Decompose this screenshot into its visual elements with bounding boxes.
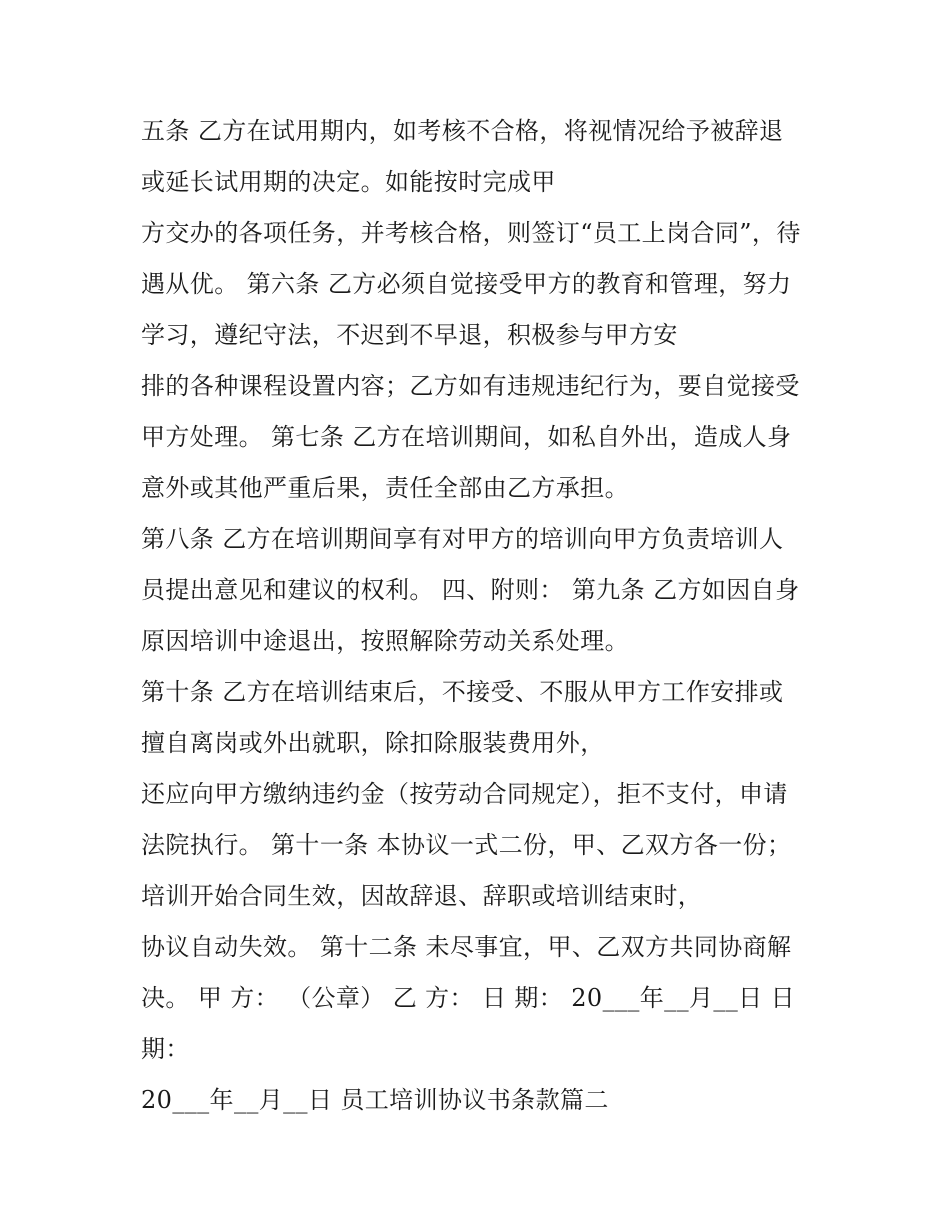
- document-body: [141, 106, 841, 1126]
- text-line: 法院执行。 第十一条 本协议一式二份，甲、乙双方各一份；: [141, 831, 792, 859]
- text-line: 甲方处理。 第七条 乙方在培训期间，如私自外出，造成人身: [141, 423, 792, 451]
- text-line: 第十条 乙方在培训结束后，不接受、不服从甲方工作安排或: [141, 678, 784, 706]
- text-line: 方交办的各项任务，并考核合格，则签订“员工上岗合同”，待: [141, 219, 801, 247]
- text-line: 员提出意见和建议的权利。 四、附则： 第九条 乙方如因自身: [141, 576, 800, 604]
- text-line: 决。 甲 方： （公章） 乙 方： 日 期： 20___年__月__日 日: [141, 984, 795, 1012]
- text-line: 意外或其他严重后果，责任全部由乙方承担。: [141, 474, 629, 502]
- text-line: 第八条 乙方在培训期间享有对甲方的培训向甲方负责培训人: [141, 525, 784, 553]
- text-line: 五条 乙方在试用期内，如考核不合格，将视情况给予被辞退: [141, 117, 784, 145]
- text-line: 期：: [141, 1035, 190, 1063]
- text-line: 学习，遵纪守法，不迟到不早退，积极参与甲方安: [141, 321, 678, 349]
- text-line: 协议自动失效。 第十二条 未尽事宜，甲、乙双方共同协商解: [141, 933, 792, 961]
- text-line: 遇从优。 第六条 乙方必须自觉接受甲方的教育和管理，努力: [141, 270, 792, 298]
- text-line: 还应向甲方缴纳违约金（按劳动合同规定），拒不支付，申请: [141, 780, 788, 808]
- text-line: 或延长试用期的决定。如能按时完成甲: [141, 168, 556, 196]
- text-line: 擅自离岗或外出就职，除扣除服装费用外，: [141, 729, 605, 757]
- text-line: 培训开始合同生效，因故辞退、辞职或培训结束时，: [141, 882, 703, 910]
- text-line: 20___年__月__日 员工培训协议书条款篇二: [141, 1086, 609, 1114]
- text-line: 原因培训中途退出，按照解除劳动关系处理。: [141, 627, 629, 655]
- text-line: 排的各种课程设置内容；乙方如有违规违纪行为，要自觉接受: [141, 372, 800, 400]
